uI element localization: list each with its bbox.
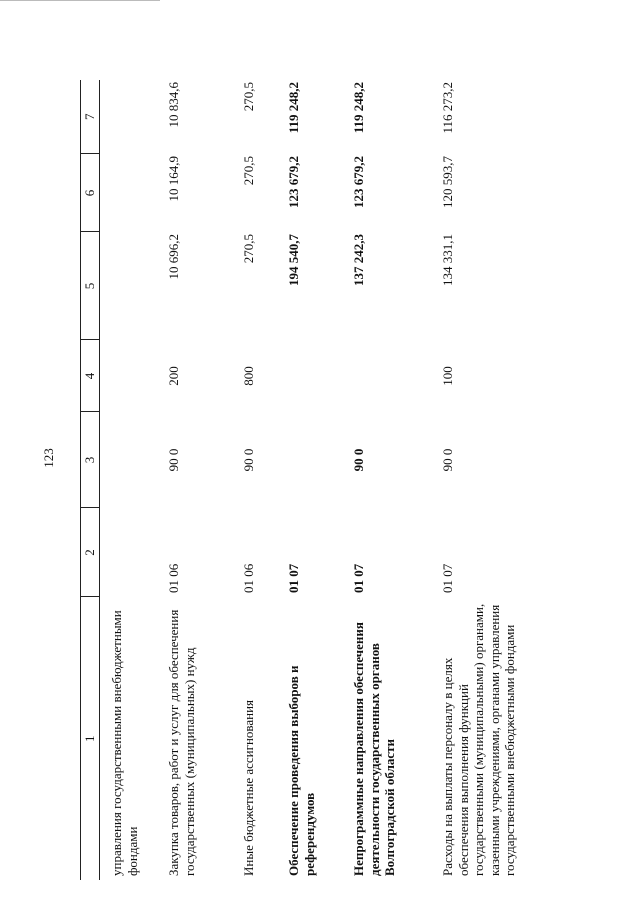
rotated-table-wrapper [80,80,600,880]
row-value-5: 137 242,3 [351,234,366,286]
row-target: 90 0 [166,448,181,472]
header-col-4: 4 [81,340,100,412]
row-name: Иные бюджетные ассигнования [241,699,256,876]
table-row [100,80,158,880]
row-value-6: 120 593,7 [440,156,455,208]
row-name: Непрограммные направления обеспечения деятельности государственных органов Волгоградской области [351,622,397,876]
header-col-1: 1 [81,597,100,880]
row-target: 90 0 [241,448,256,472]
row-code: 01 07 [351,563,366,593]
scan-edge [0,0,160,1]
budget-table [80,80,570,880]
row-value-7 [100,80,158,154]
row-value-7: 119 248,2 [286,82,301,134]
row-value-5: 134 331,1 [440,234,455,286]
row-code [100,508,158,597]
header-col-2: 2 [81,508,100,597]
header-col-7: 7 [81,80,100,154]
row-value-6: 123 679,2 [286,156,301,208]
row-vr [342,340,431,412]
row-name: Закупка товаров, работ и услуг для обеспечения государственных (муниципальных) нужд [166,609,197,876]
row-value-6: 10 164,9 [166,156,181,202]
row-vr [277,340,342,412]
row-value-6: 123 679,2 [351,156,366,208]
row-code: 01 06 [166,563,181,593]
row-value-6: 270,5 [241,156,256,186]
table-row [342,80,431,880]
header-col-3: 3 [81,412,100,508]
row-value-6 [100,154,158,232]
row-value-5 [100,232,158,340]
page-number: 123 [41,448,56,468]
row-target: 90 0 [351,448,366,472]
row-value-7: 10 834,6 [166,82,181,128]
header-col-6: 6 [81,154,100,232]
row-vr: 200 [166,366,181,386]
row-vr [100,340,158,412]
row-target [100,412,158,508]
row-code: 01 07 [286,563,301,593]
table-row [157,80,232,880]
table-row [277,80,342,880]
table-row [232,80,277,880]
row-value-7: 270,5 [241,82,256,112]
row-name: управления государственными внебюджетными фондами [109,610,140,876]
row-value-5: 10 696,2 [166,234,181,280]
row-value-5: 194 540,7 [286,234,301,286]
row-target: 90 0 [440,448,455,472]
row-target [277,412,342,508]
row-name: Обеспечение проведения выборов и референдумов [286,665,317,876]
row-code: 01 07 [440,563,455,593]
row-value-7: 116 273,2 [440,82,455,134]
table-row [431,80,570,880]
header-col-5: 5 [81,232,100,340]
table-header-row [81,80,100,880]
row-code: 01 06 [241,563,256,593]
row-value-7: 119 248,2 [351,82,366,134]
row-vr: 100 [440,366,455,386]
row-value-5: 270,5 [241,234,256,264]
row-name: Расходы на выплаты персоналу в целях обеспечения выполнения функций государственными (муниципальными) органами, казенными учреждениями, органами управления государственными внебюджетными фондами [440,603,517,876]
row-vr: 800 [241,366,256,386]
